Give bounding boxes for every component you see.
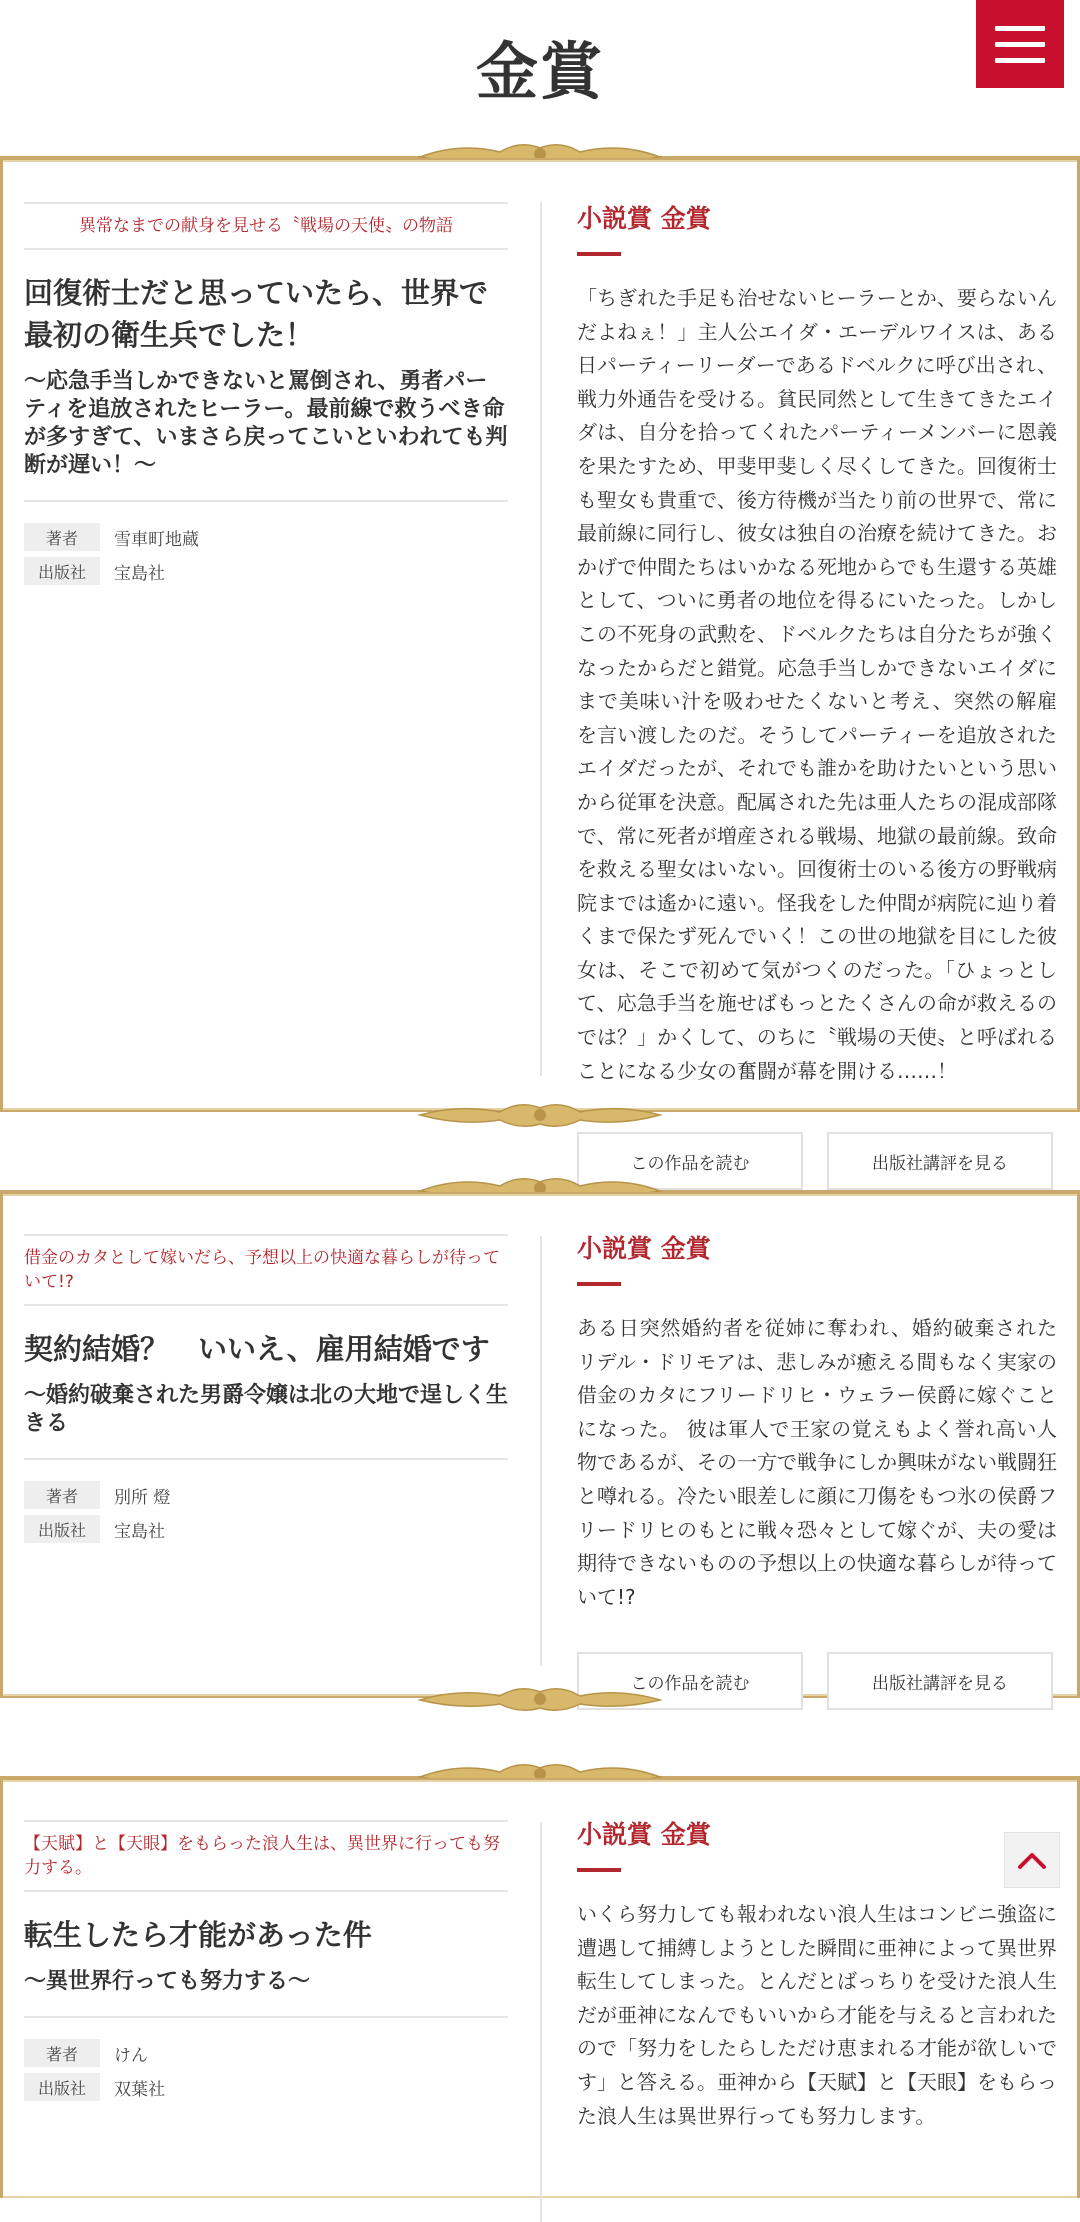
book-synopsis: ある日突然婚約者を従姉に奪われ、婚約破棄されたリデル・ドリモアは、悲しみが癒える間もなく実家の借金のカタにフリードリヒ・ウェラー侯爵に嫁ぐことになった。 彼は軍人で王家の覚えもよく誉れ高い人物であるが、その一方で戦争にしか興味がない戦闘狂と噂れる。冷たい眼差しに顔に刀傷をもつ氷の侯爵フリードリヒのもとに戦々恐々として嫁ぐが、夫の愛は期待できないものの予想以上の快適な暮らしが待っていて!? — [577, 1316, 1057, 1609]
page-title: 金賞 — [475, 35, 604, 108]
column-divider — [540, 1236, 542, 1666]
hamburger-line — [995, 58, 1045, 63]
award-underline — [577, 1282, 621, 1286]
publisher-row — [24, 1514, 508, 1544]
read-work-button[interactable]: この作品を読む — [577, 1132, 803, 1190]
hamburger-menu-button[interactable] — [976, 0, 1064, 88]
publisher-review-button[interactable]: 出版社講評を見る — [827, 1132, 1053, 1190]
publisher-label: 出版社 — [24, 2073, 100, 2101]
author-name: けん — [114, 2045, 148, 2066]
book-subtitle: 〜応急手当しかできないと罵倒され、勇者パーティを追放されたヒーラー。最前線で救うべき命が多すぎて、いまさら戻ってこいといわれても判断が遅い！〜 — [24, 368, 508, 502]
publisher-review-button[interactable]: 出版社講評を見る — [827, 1652, 1053, 1710]
book-synopsis: 「ちぎれた手足も治せないヒーラーとか、要らないんだよねぇ！」主人公エイダ・エーデルワイスは、ある日パーティーリーダーであるドベルクに呼び出され、戦力外通告を受ける。貧民同然として生きてきたエイダは、自分を拾ってくれたパーティーメンバーに恩義を果たすため、甲斐甲斐しく尽くしてきた。回復術士も聖女も貴重で、後方待機が当たり前の世界で、常に最前線に同行し、彼女は独自の治療を続けてきた。おかげで仲間たちはいかなる死地からでも生還する英雄として、ついに勇者の地位を得るにいたった。しかしこの不死身の武勲を、ドベルクたちは自分たちが強くなったからだと錯覚。応急手当しかできないエイダにまで美味い汁を吸わせたくないと考え、突然の解雇を言い渡したのだ。そうしてパーティーを追放されたエイダだったが、それでも誰かを助けたいという思いから従軍を決意。配属された先は亜人たちの混成部隊で、常に死者が増産される戦場、地獄の最前線。致命を救える聖女はいない。回復術士のいる後方の野戦病院までは遙かに遠い。怪我をした仲間が病院に辿り着くまで保たず死んでいく！この世の地獄を目にした彼女は、そこで初めて気がつくのだった。「ひょっとして、応急手当を施せばもっとたくさんの命が救えるのでは？」かくして、のちに〝戦場の天使〟と呼ばれることになる少女の奮闘が幕を開ける……！ — [577, 286, 1057, 1083]
publisher-label: 出版社 — [24, 1515, 100, 1543]
book-synopsis: いくら努力しても報われない浪人生はコンビニ強盗に遭遇して捕縛しようとした瞬間に亜神によって異世界転生してしまった。とんだとばっちりを受けた浪人生だが亜神になんでもいいから才能を与えると言われたので「努力をしたらしただけ恵まれる才能が欲しいです」と答える。亜神から【天賦】と【天眼】をもらった浪人生は異世界行っても努力します。 — [577, 1902, 1057, 2128]
publisher-row — [24, 2072, 508, 2102]
publisher-row — [24, 556, 508, 586]
author-row — [24, 1480, 508, 1510]
award-entry-card — [0, 158, 1080, 1174]
book-title: 回復術士だと思っていたら、世界で最初の衛生兵でした！ — [24, 276, 489, 352]
book-title: 転生したら才能があった件 — [24, 1918, 372, 1952]
award-underline — [577, 1868, 621, 1872]
column-divider — [540, 1822, 542, 2222]
column-divider — [540, 202, 542, 1076]
author-name: 雪車町地蔵 — [114, 529, 199, 550]
author-label: 著者 — [24, 523, 100, 551]
award-entry-card — [0, 1778, 1080, 2198]
publisher-name: 宝島社 — [114, 563, 165, 584]
award-entry-card — [0, 1192, 1080, 1698]
gold-ornament-icon — [0, 1100, 1080, 1134]
book-title: 契約結婚？ いいえ、雇用結婚です — [24, 1332, 490, 1366]
publisher-label: 出版社 — [24, 557, 100, 585]
hamburger-line — [995, 42, 1045, 47]
publisher-name: 双葉社 — [114, 2079, 165, 2100]
author-label: 著者 — [24, 2039, 100, 2067]
award-title: 小説賞 金賞 — [577, 1820, 711, 1849]
author-name: 別所 燈 — [114, 1487, 171, 1508]
chevron-up-icon — [1017, 1850, 1047, 1870]
author-label: 著者 — [24, 1481, 100, 1509]
award-underline — [577, 252, 621, 256]
scroll-to-top-button[interactable] — [1004, 1832, 1060, 1888]
hamburger-menu-icon — [995, 26, 1045, 31]
read-work-button[interactable]: この作品を読む — [577, 1652, 803, 1710]
card-border — [0, 1194, 3, 1696]
book-subtitle: 〜婚約破棄された男爵令嬢は北の大地で逞しく生きる — [24, 1382, 508, 1460]
author-row — [24, 522, 508, 552]
book-subtitle: 〜異世界行っても努力する〜 — [24, 1968, 508, 2018]
card-border — [0, 1780, 3, 2198]
author-row — [24, 2038, 508, 2068]
book-tagline: 【天賦】と【天眼】をもらった浪人生は、異世界に行っても努力する。 — [24, 1820, 508, 1892]
card-border — [0, 160, 3, 1110]
book-tagline: 異常なまでの献身を見せる〝戦場の天使〟の物語 — [24, 202, 508, 250]
award-title: 小説賞 金賞 — [577, 1234, 711, 1263]
book-tagline: 借金のカタとして嫁いだら、予想以上の快適な暮らしが待っていて!? — [24, 1234, 508, 1306]
gold-ornament-icon — [0, 1684, 1080, 1718]
award-title: 小説賞 金賞 — [577, 204, 711, 233]
publisher-name: 宝島社 — [114, 1521, 165, 1542]
